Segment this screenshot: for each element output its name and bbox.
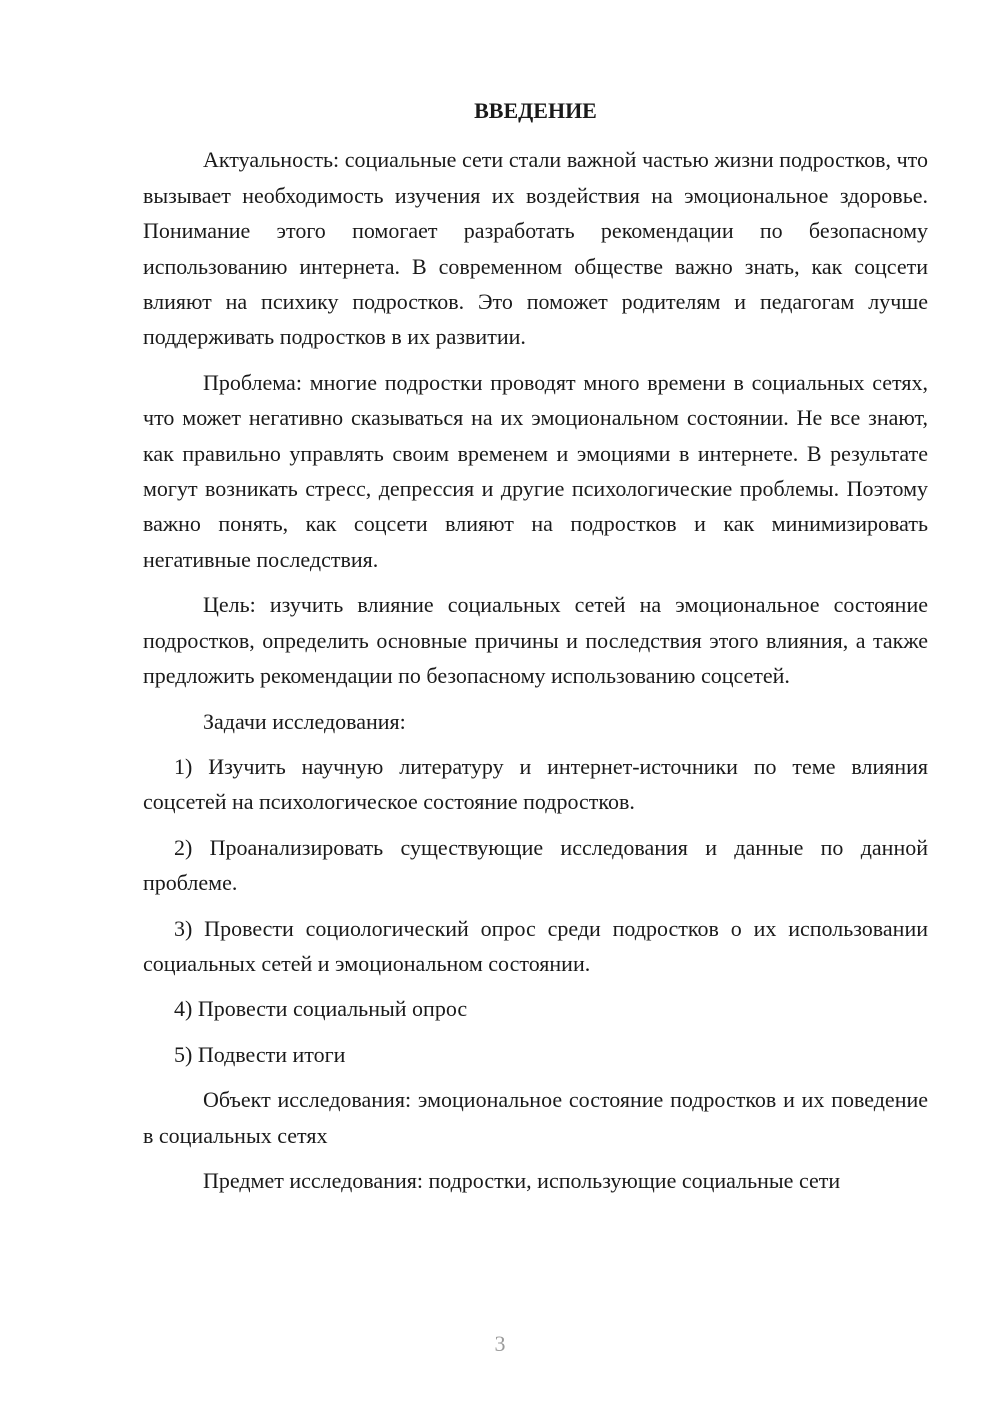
relevance-paragraph: Актуальность: социальные сети стали важной частью жизни подростков, что вызывает необходимость изучения их воздействия на эмоциональное здоровье. Понимание этого помогает разработать рекомендации по безопасному использованию интернета. В современном обществе важно знать, как соцсети влияют на психику подростков. Это поможет родителям и педагогам лучше поддерживать подростков в их развитии.: [143, 147, 928, 350]
goal-paragraph: Цель: изучить влияние социальных сетей на эмоциональное состояние подростков, определить основные причины и последствия этого влияния, а также предложить рекомендации по безопасному использованию соцсетей.: [143, 592, 928, 689]
task-item-5: 5) Подвести итоги: [174, 1041, 346, 1067]
task-item-2: 2) Проанализировать существующие исследования и данные по данной проблеме.: [143, 834, 928, 896]
task-item-3: 3) Провести социологический опрос среди подростков о их использовании социальных сетей и эмоциональном состоянии.: [143, 915, 928, 976]
problem-paragraph: Проблема: многие подростки проводят много времени в социальных сетях, что может негативно сказываться на их эмоциональном состоянии. Не все знают, как правильно управлять своим временем и эмоциями в интернете. В результате могут возникать стресс, депрессия и другие психологические проблемы. Поэтому важно понять, как соцсети влияют на подростков и как минимизировать негативные последствия.: [143, 369, 928, 572]
document-body: [143, 93, 928, 1208]
object-paragraph: Объект исследования: эмоциональное состояние подростков и их поведение в социальных сетях: [143, 1087, 928, 1148]
page-number: 3: [494, 1331, 506, 1356]
task-item-4: 4) Провести социальный опрос: [174, 996, 468, 1022]
section-title: ВВЕДЕНИЕ: [474, 98, 597, 123]
task-item-1: 1) Изучить научную литературу и интернет-источники по теме влияния соцсетей на психологическое состояние подростков.: [143, 753, 928, 815]
tasks-heading: Задачи исследования:: [203, 708, 406, 734]
tasks-list: [143, 749, 928, 1072]
subject-paragraph: Предмет исследования: подростки, использующие социальные сети: [203, 1167, 841, 1193]
